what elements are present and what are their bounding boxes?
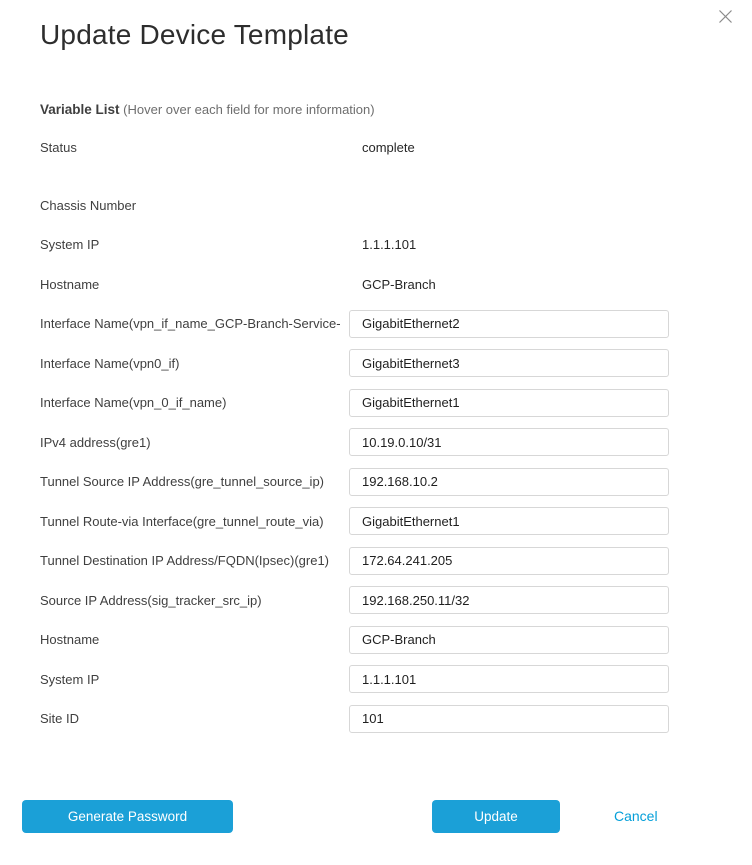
field-label: Hostname [40, 276, 100, 292]
field-label: Status [40, 139, 77, 155]
close-x-glyph [718, 9, 733, 24]
hostname-input[interactable] [349, 626, 669, 654]
field-label: Hostname [40, 632, 100, 647]
table-row-site-id [40, 705, 669, 733]
tunnel-source-ip-input[interactable] [349, 468, 669, 496]
table-row-chassis-number [40, 191, 669, 219]
table-row-system-ip-input [40, 665, 669, 693]
cancel-link[interactable]: Cancel [614, 808, 658, 824]
field-label: Tunnel Route-via Interface(gre_tunnel_route_via) [40, 513, 324, 529]
table-row-source-ip-tracker [40, 586, 669, 614]
generate-password-button[interactable]: Generate Password [22, 800, 233, 833]
variable-list-title: Variable List [40, 102, 120, 117]
field-label: Tunnel Destination IP Address/FQDN(Ipsec)(gre1) [40, 553, 330, 568]
field-label: IPv4 address(gre1) [40, 434, 151, 450]
field-label: Source IP Address(sig_tracker_src_ip) [40, 592, 262, 608]
dialog-footer [0, 800, 752, 833]
variable-list-heading [40, 102, 375, 117]
table-row-interface-name-vpn0-if [40, 349, 669, 377]
table-row-interface-name-service [40, 310, 669, 338]
site-id-input[interactable] [349, 705, 669, 733]
field-label: System IP [40, 237, 100, 252]
variable-list-hint: (Hover over each field for more information) [119, 102, 375, 117]
source-ip-tracker-input[interactable] [349, 586, 669, 614]
field-label: Tunnel Source IP Address(gre_tunnel_source_ip) [40, 474, 325, 489]
field-label: System IP [40, 671, 100, 687]
field-label: Interface Name(vpn_0_if_name) [40, 395, 227, 410]
variable-list [40, 133, 669, 744]
update-button[interactable]: Update [432, 800, 560, 833]
system-ip-value: 1.1.1.101 [362, 237, 417, 252]
table-row-tunnel-destination-ip [40, 547, 669, 575]
ipv4-address-gre1-input[interactable] [349, 428, 669, 456]
hostname-value: GCP-Branch [362, 276, 436, 292]
table-row-tunnel-route-via [40, 507, 669, 535]
system-ip-input[interactable] [349, 665, 669, 693]
interface-name-vpn-0-if-name-input[interactable] [349, 389, 669, 417]
table-row-hostname-static [40, 270, 669, 298]
table-row-status [40, 133, 669, 161]
field-label: Interface Name(vpn_if_name_GCP-Branch-Service- [40, 316, 341, 331]
field-label: Interface Name(vpn0_if) [40, 355, 180, 371]
close-icon[interactable] [714, 5, 736, 27]
table-row-system-ip-static [40, 231, 669, 259]
tunnel-destination-ip-input[interactable] [349, 547, 669, 575]
interface-name-service-input[interactable] [349, 310, 669, 338]
page-title: Update Device Template [40, 19, 349, 50]
field-label: Chassis Number [40, 197, 137, 213]
interface-name-vpn0-if-input[interactable] [349, 349, 669, 377]
tunnel-route-via-input[interactable] [349, 507, 669, 535]
table-row-hostname-input [40, 626, 669, 654]
table-row-interface-name-vpn-0-if-name [40, 389, 669, 417]
table-row-ipv4-address-gre1 [40, 428, 669, 456]
table-row-tunnel-source-ip [40, 468, 669, 496]
status-value: complete [362, 139, 415, 155]
field-label: Site ID [40, 711, 80, 726]
